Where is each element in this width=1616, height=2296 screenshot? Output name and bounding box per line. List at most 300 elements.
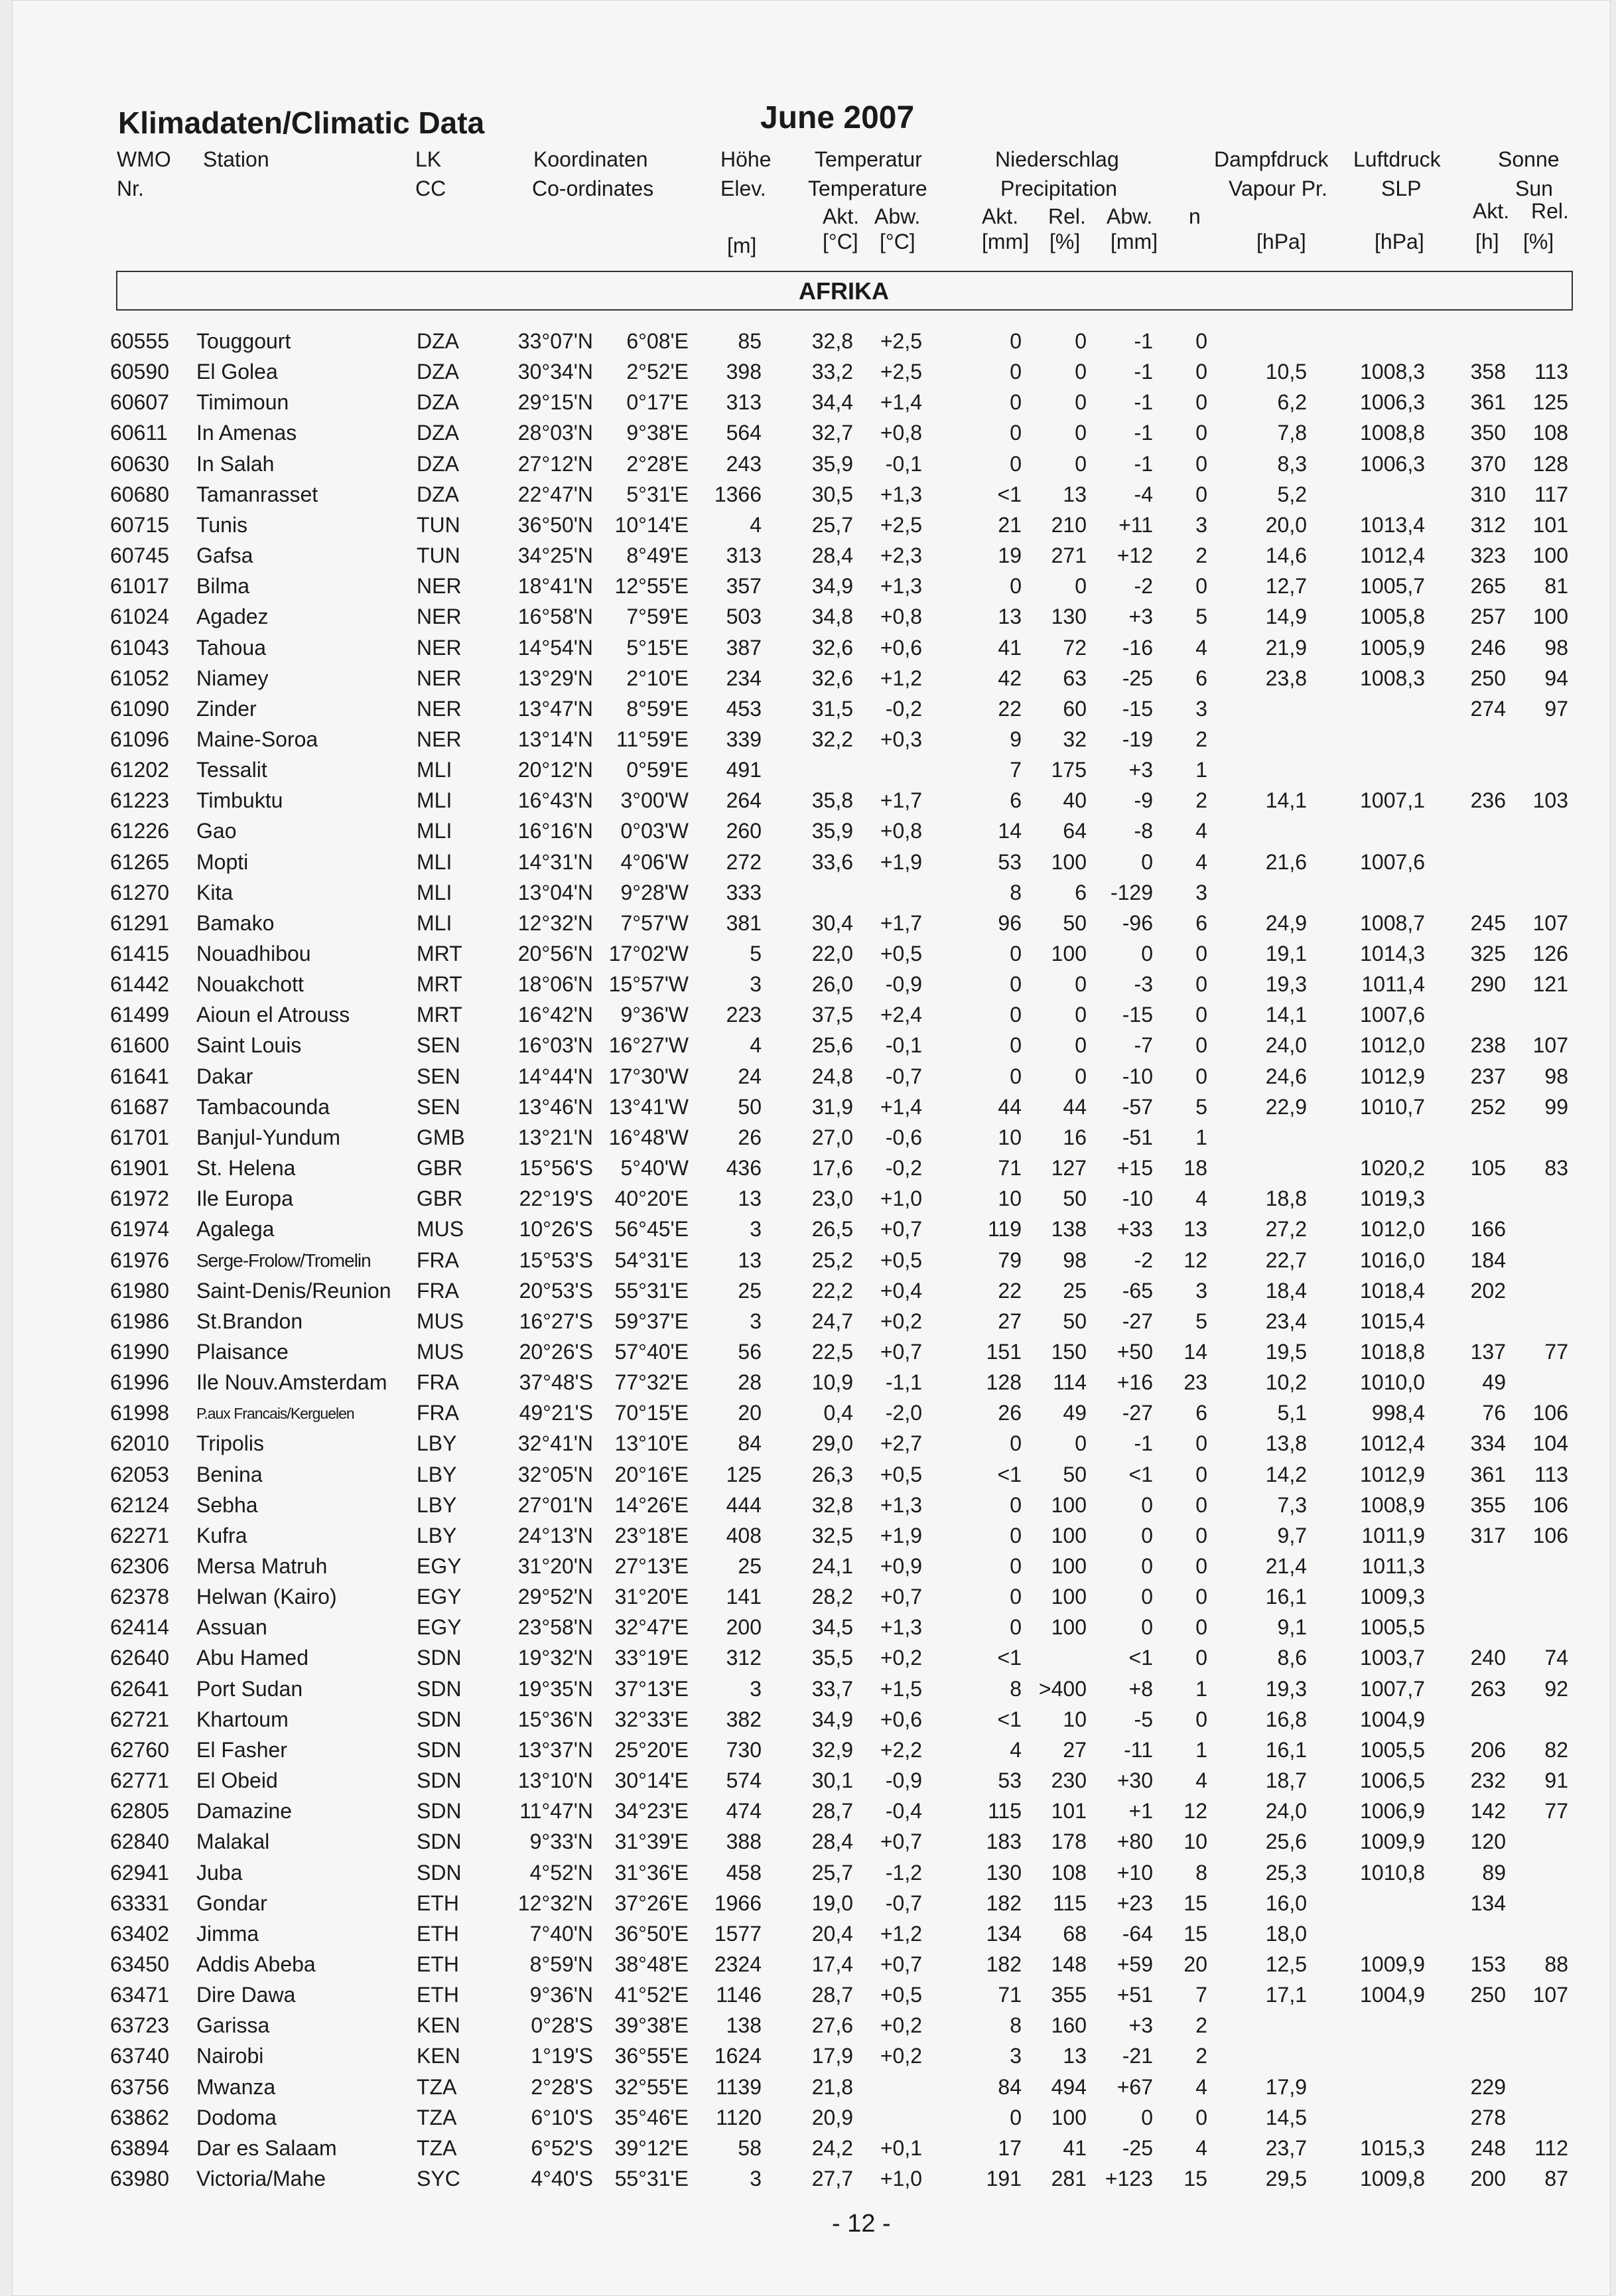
cell-prec-actual: 8: [1010, 2013, 1022, 2038]
cell-prec-actual: 128: [986, 1370, 1022, 1395]
cell-latitude: 27°12'N: [517, 451, 593, 476]
cell-prec-relative: 72: [1063, 635, 1087, 660]
cell-prec-relative: 6: [1075, 880, 1087, 904]
cell-sun-hours: 153: [1470, 1952, 1506, 1976]
cell-prec-deviation: -1: [1134, 421, 1153, 445]
cell-prec-days: 0: [1195, 451, 1207, 476]
cell-country-code: FRA: [417, 1370, 459, 1395]
cell-prec-actual: 0: [1010, 2105, 1022, 2129]
col-sun-rel: Rel.: [1531, 199, 1569, 223]
cell-sea-level-pressure: 1015,3: [1360, 2135, 1425, 2160]
cell-sun-hours: 257: [1470, 605, 1506, 629]
table-row: [12, 1615, 1611, 1646]
cell-elevation: 25: [738, 1554, 762, 1578]
cell-wmo-number: 61415: [110, 942, 169, 966]
cell-prec-actual: 183: [986, 1830, 1022, 1854]
cell-prec-actual: 0: [1010, 574, 1022, 599]
cell-temp-deviation: +1,9: [880, 1523, 922, 1547]
cell-temp-deviation: +0,7: [880, 1585, 922, 1609]
cell-sun-hours: 323: [1470, 543, 1506, 568]
cell-country-code: MUS: [417, 1309, 464, 1333]
cell-latitude: 4°40'S: [531, 2167, 593, 2190]
cell-temp-actual: 35,9: [811, 819, 853, 843]
cell-sun-hours: 358: [1470, 360, 1506, 384]
table-row: [12, 1952, 1611, 1983]
cell-temp-actual: 10,9: [811, 1370, 853, 1395]
cell-longitude: 32°55'E: [614, 2074, 689, 2099]
cell-country-code: MLI: [417, 758, 452, 782]
cell-sea-level-pressure: 1018,4: [1360, 1278, 1425, 1303]
cell-prec-deviation: -21: [1122, 2044, 1153, 2068]
cell-latitude: 12°32'N: [517, 1891, 593, 1915]
cell-longitude: 16°27'W: [608, 1033, 689, 1058]
cell-station-name: Timimoun: [196, 390, 289, 415]
cell-station-name: Agadez: [196, 605, 269, 629]
cell-wmo-number: 62641: [110, 1676, 169, 1701]
cell-elevation: 13: [738, 1186, 762, 1211]
cell-vapour-pressure: 14,1: [1265, 788, 1307, 813]
cell-wmo-number: 60630: [110, 451, 169, 476]
cell-latitude: 16°16'N: [517, 819, 593, 843]
cell-station-name: Touggourt: [196, 329, 291, 353]
cell-wmo-number: 61499: [110, 1003, 169, 1027]
cell-prec-actual: 10: [998, 1125, 1022, 1149]
cell-sea-level-pressure: 1005,5: [1360, 1737, 1425, 1762]
cell-latitude: 13°47'N: [517, 696, 593, 721]
table-row: [12, 758, 1611, 788]
cell-elevation: 312: [726, 1646, 762, 1670]
cell-longitude: 30°14'E: [614, 1768, 689, 1793]
cell-wmo-number: 61641: [110, 1064, 169, 1088]
cell-elevation: 234: [726, 666, 762, 690]
table-row: [12, 543, 1611, 574]
cell-longitude: 0°03'W: [620, 819, 689, 843]
cell-prec-days: 0: [1195, 1523, 1207, 1547]
cell-elevation: 387: [726, 635, 762, 660]
document-title: Klimadaten/Climatic Data: [118, 106, 485, 140]
cell-prec-relative: 100: [1051, 1554, 1087, 1578]
cell-longitude: 57°40'E: [614, 1339, 689, 1364]
cell-country-code: MUS: [417, 1217, 464, 1242]
cell-prec-days: 3: [1195, 696, 1207, 721]
col-prec-de: Niederschlag: [995, 147, 1119, 171]
cell-latitude: 13°04'N: [517, 880, 593, 904]
cell-prec-days: 5: [1195, 1094, 1207, 1119]
cell-station-name: Nouadhibou: [196, 942, 311, 966]
cell-prec-relative: 0: [1075, 1064, 1087, 1088]
cell-country-code: NER: [417, 727, 462, 751]
cell-prec-relative: 115: [1052, 1891, 1087, 1915]
table-row: [12, 2075, 1611, 2106]
cell-latitude: 29°52'N: [517, 1585, 593, 1609]
cell-sun-relative: 87: [1544, 2167, 1568, 2190]
cell-sun-relative: 104: [1532, 1431, 1568, 1456]
cell-elevation: 1966: [714, 1891, 762, 1915]
cell-elevation: 4: [750, 1033, 762, 1058]
cell-prec-deviation: -27: [1122, 1309, 1153, 1333]
cell-wmo-number: 60555: [110, 329, 169, 353]
cell-sun-hours: 263: [1470, 1676, 1506, 1701]
cell-prec-actual: 21: [998, 512, 1022, 537]
cell-temp-actual: 25,7: [811, 512, 853, 537]
cell-longitude: 13°41'W: [608, 1094, 689, 1119]
table-row: [12, 329, 1611, 360]
cell-prec-actual: 0: [1010, 1033, 1022, 1058]
cell-temp-deviation: +0,6: [880, 1707, 922, 1731]
cell-country-code: MLI: [417, 788, 452, 813]
cell-sun-relative: 107: [1532, 1033, 1568, 1058]
cell-prec-relative: 100: [1051, 1523, 1087, 1547]
table-row: [12, 1983, 1611, 2013]
cell-station-name: Saint-Denis/Reunion: [196, 1278, 391, 1303]
cell-prec-days: 1: [1195, 1125, 1207, 1149]
cell-temp-deviation: +0,7: [880, 1339, 922, 1364]
cell-prec-deviation: -2: [1134, 574, 1153, 599]
cell-sun-hours: 265: [1470, 574, 1506, 599]
page-number: - 12 -: [832, 2210, 891, 2238]
cell-sea-level-pressure: 1015,4: [1360, 1309, 1425, 1333]
cell-temp-actual: 27,0: [811, 1125, 853, 1149]
cell-vapour-pressure: 10,5: [1265, 360, 1307, 384]
table-row: [12, 1891, 1611, 1922]
cell-temp-actual: 32,5: [811, 1523, 853, 1547]
cell-longitude: 23°18'E: [614, 1523, 689, 1547]
col-sun-unit-rel: [%]: [1523, 230, 1554, 253]
cell-country-code: DZA: [417, 360, 459, 384]
cell-country-code: MRT: [417, 1003, 462, 1027]
cell-country-code: EGY: [417, 1615, 462, 1640]
cell-station-name: Gondar: [196, 1891, 267, 1915]
cell-prec-actual: 0: [1010, 942, 1022, 966]
cell-prec-relative: 50: [1063, 1309, 1087, 1333]
cell-latitude: 37°48'S: [519, 1370, 593, 1395]
cell-temp-actual: 32,8: [811, 329, 853, 353]
cell-temp-deviation: +1,3: [880, 1492, 922, 1517]
cell-temp-deviation: -0,2: [885, 696, 922, 721]
cell-vapour-pressure: 27,2: [1265, 1217, 1307, 1242]
cell-sun-hours: 252: [1470, 1094, 1506, 1119]
cell-prec-deviation: +3: [1128, 605, 1153, 629]
cell-prec-days: 0: [1195, 1646, 1207, 1670]
cell-longitude: 32°33'E: [614, 1707, 689, 1731]
cell-wmo-number: 61980: [110, 1278, 169, 1303]
cell-longitude: 17°30'W: [608, 1064, 689, 1088]
cell-prec-actual: 42: [998, 666, 1022, 690]
cell-prec-relative: 114: [1052, 1370, 1087, 1395]
cell-temp-deviation: +1,3: [880, 482, 922, 506]
cell-prec-actual: 191: [986, 2167, 1022, 2190]
cell-prec-relative: 108: [1051, 1860, 1087, 1885]
cell-longitude: 70°15'E: [614, 1401, 689, 1425]
cell-wmo-number: 63740: [110, 2044, 169, 2068]
cell-prec-relative: 100: [1051, 1585, 1087, 1609]
cell-latitude: 6°10'S: [531, 2105, 593, 2129]
cell-temp-deviation: +2,5: [880, 360, 922, 384]
table-row: [12, 850, 1611, 881]
cell-prec-days: 15: [1183, 1891, 1207, 1915]
cell-latitude: 18°41'N: [517, 574, 593, 599]
cell-sea-level-pressure: 1007,7: [1360, 1676, 1425, 1701]
table-row: [12, 1707, 1611, 1738]
table-row: [12, 2013, 1611, 2044]
cell-station-name: Bilma: [196, 574, 250, 599]
cell-country-code: MRT: [417, 942, 462, 966]
cell-prec-deviation: -1: [1134, 360, 1153, 384]
cell-temp-actual: 34,9: [811, 574, 853, 599]
cell-country-code: MLI: [417, 849, 452, 874]
cell-temp-deviation: +0,3: [880, 727, 922, 751]
cell-sun-hours: 137: [1470, 1339, 1506, 1364]
cell-prec-actual: 0: [1010, 1615, 1022, 1640]
cell-longitude: 25°20'E: [614, 1737, 689, 1762]
cell-temp-actual: 30,5: [811, 482, 853, 506]
cell-latitude: 6°52'S: [531, 2135, 593, 2160]
cell-temp-actual: 20,4: [811, 1921, 853, 1946]
cell-sea-level-pressure: 1007,6: [1360, 1003, 1425, 1027]
col-sun-de: Sonne: [1498, 147, 1560, 171]
cell-prec-deviation: 0: [1141, 1492, 1153, 1517]
table-row: [12, 360, 1611, 390]
cell-longitude: 2°28'E: [626, 451, 689, 476]
cell-prec-actual: 4: [1010, 1737, 1022, 1762]
cell-temp-actual: 32,7: [811, 421, 853, 445]
cell-sea-level-pressure: 1011,4: [1361, 972, 1425, 997]
cell-vapour-pressure: 25,3: [1265, 1860, 1307, 1885]
cell-country-code: SDN: [417, 1676, 462, 1701]
cell-prec-actual: 0: [1010, 1554, 1022, 1578]
cell-vapour-pressure: 16,1: [1265, 1737, 1307, 1762]
cell-station-name: Mwanza: [196, 2074, 276, 2099]
cell-temp-deviation: -0,7: [885, 1064, 922, 1088]
cell-elevation: 4: [750, 512, 762, 537]
cell-station-name: Ile Europa: [196, 1186, 293, 1211]
cell-sun-relative: 112: [1534, 2135, 1568, 2160]
cell-sun-relative: 94: [1544, 666, 1568, 690]
table-row: [12, 1279, 1611, 1309]
cell-country-code: ETH: [417, 1921, 459, 1946]
cell-temp-actual: 30,4: [811, 910, 853, 935]
cell-sun-relative: 101: [1532, 512, 1568, 537]
cell-prec-deviation: +80: [1116, 1830, 1153, 1854]
cell-sea-level-pressure: 1012,4: [1360, 1431, 1425, 1456]
cell-station-name: Khartoum: [196, 1707, 289, 1731]
cell-vapour-pressure: 23,8: [1265, 666, 1307, 690]
cell-vapour-pressure: 16,8: [1265, 1707, 1307, 1731]
cell-sun-relative: 125: [1532, 390, 1568, 415]
cell-prec-actual: 27: [998, 1309, 1022, 1333]
cell-prec-deviation: +51: [1116, 1983, 1153, 2007]
cell-temp-actual: 27,6: [811, 2013, 853, 2038]
cell-prec-relative: 0: [1075, 1033, 1087, 1058]
cell-sea-level-pressure: 1006,3: [1360, 390, 1425, 415]
cell-temp-deviation: +1,0: [880, 1186, 922, 1211]
cell-wmo-number: 62271: [110, 1523, 169, 1547]
cell-station-name: Banjul-Yundum: [196, 1125, 341, 1149]
cell-prec-relative: 100: [1051, 2105, 1087, 2129]
table-row: [12, 1340, 1611, 1370]
table-row: [12, 421, 1611, 451]
cell-prec-relative: 44: [1063, 1094, 1087, 1119]
cell-latitude: 13°14'N: [517, 727, 593, 751]
cell-prec-relative: 0: [1075, 329, 1087, 353]
cell-station-name: Tunis: [196, 512, 248, 537]
cell-longitude: 38°48'E: [614, 1952, 689, 1976]
cell-elevation: 491: [726, 758, 762, 782]
cell-temp-actual: 28,4: [811, 543, 853, 568]
cell-latitude: 22°19'S: [519, 1186, 593, 1211]
cell-elevation: 458: [726, 1860, 762, 1885]
cell-vapour-pressure: 14,9: [1265, 605, 1307, 629]
cell-sun-hours: 200: [1470, 2167, 1506, 2190]
cell-country-code: GBR: [417, 1186, 463, 1211]
cell-prec-actual: 19: [998, 543, 1022, 568]
cell-station-name: Dakar: [196, 1064, 253, 1088]
cell-elevation: 260: [726, 819, 762, 843]
cell-prec-actual: 0: [1010, 972, 1022, 997]
col-sun-akt: Akt.: [1473, 199, 1510, 223]
col-elev-en: Elev.: [720, 177, 766, 200]
cell-prec-days: 0: [1195, 360, 1207, 384]
col-prec-abw: Abw.: [1107, 204, 1153, 228]
cell-elevation: 313: [726, 390, 762, 415]
cell-sun-hours: 246: [1470, 635, 1506, 660]
cell-sea-level-pressure: 1004,9: [1360, 1707, 1425, 1731]
cell-prec-days: 6: [1195, 666, 1207, 690]
cell-prec-days: 0: [1195, 1585, 1207, 1609]
cell-station-name: Garissa: [196, 2013, 270, 2038]
col-temp-de: Temperatur: [815, 147, 922, 171]
cell-country-code: DZA: [417, 421, 459, 445]
cell-sea-level-pressure: 1007,1: [1360, 788, 1425, 813]
cell-temp-deviation: +2,2: [880, 1737, 922, 1762]
cell-vapour-pressure: 21,4: [1265, 1554, 1307, 1578]
cell-sea-level-pressure: 1009,9: [1360, 1952, 1425, 1976]
cell-station-name: Plaisance: [196, 1339, 289, 1364]
cell-temp-actual: 32,9: [811, 1737, 853, 1762]
cell-elevation: 3: [750, 1676, 762, 1701]
cell-country-code: SYC: [417, 2167, 460, 2190]
cell-elevation: 1146: [716, 1983, 762, 2007]
cell-prec-days: 0: [1195, 1033, 1207, 1058]
cell-wmo-number: 63471: [110, 1983, 169, 2007]
cell-longitude: 37°26'E: [614, 1891, 689, 1915]
cell-prec-days: 7: [1195, 1983, 1207, 2007]
cell-longitude: 7°57'W: [620, 910, 689, 935]
col-slp-unit: [hPa]: [1375, 230, 1424, 253]
cell-prec-deviation: 0: [1141, 2105, 1153, 2129]
cell-elevation: 223: [726, 1003, 762, 1027]
cell-prec-actual: 8: [1010, 880, 1022, 904]
cell-longitude: 54°31'E: [614, 1248, 689, 1272]
table-row: [12, 2136, 1611, 2167]
col-prec-unit-akt: [mm]: [982, 230, 1030, 253]
cell-prec-actual: 13: [998, 605, 1022, 629]
cell-latitude: 4°52'N: [529, 1860, 593, 1885]
cell-vapour-pressure: 14,6: [1265, 543, 1307, 568]
cell-sun-hours: 236: [1470, 788, 1506, 813]
cell-prec-days: 5: [1195, 605, 1207, 629]
cell-wmo-number: 62941: [110, 1860, 169, 1885]
cell-prec-deviation: +12: [1116, 543, 1153, 568]
cell-prec-days: 0: [1195, 1064, 1207, 1088]
cell-sun-relative: 83: [1544, 1156, 1568, 1181]
cell-latitude: 22°47'N: [517, 482, 593, 506]
cell-elevation: 25: [738, 1278, 762, 1303]
cell-sea-level-pressure: 1006,5: [1360, 1768, 1425, 1793]
cell-prec-actual: 96: [998, 910, 1022, 935]
cell-elevation: 574: [726, 1768, 762, 1793]
cell-longitude: 0°59'E: [626, 758, 689, 782]
cell-prec-relative: 148: [1051, 1952, 1087, 1976]
col-temp-akt: Akt.: [823, 204, 860, 228]
cell-longitude: 31°20'E: [614, 1585, 689, 1609]
cell-sea-level-pressure: 1010,8: [1360, 1860, 1425, 1885]
cell-temp-deviation: +0,7: [880, 1217, 922, 1242]
cell-station-name: Nairobi: [196, 2044, 264, 2068]
cell-temp-deviation: +1,2: [880, 666, 922, 690]
cell-prec-days: 4: [1195, 1186, 1207, 1211]
cell-latitude: 32°05'N: [517, 1462, 593, 1486]
cell-temp-deviation: +0,4: [880, 1278, 922, 1303]
cell-latitude: 20°26'S: [519, 1339, 593, 1364]
cell-prec-relative: 0: [1075, 421, 1087, 445]
cell-sun-hours: 238: [1470, 1033, 1506, 1058]
cell-station-name: Gao: [196, 819, 237, 843]
cell-prec-days: 1: [1195, 1676, 1207, 1701]
cell-elevation: 5: [750, 942, 762, 966]
cell-longitude: 7°59'E: [626, 605, 689, 629]
cell-country-code: EGY: [417, 1585, 462, 1609]
cell-sea-level-pressure: 1009,8: [1360, 2167, 1425, 2190]
cell-vapour-pressure: 24,0: [1265, 1033, 1307, 1058]
cell-elevation: 1624: [714, 2044, 762, 2068]
cell-prec-deviation: +3: [1128, 758, 1153, 782]
cell-prec-relative: 0: [1075, 574, 1087, 599]
cell-prec-relative: 16: [1063, 1125, 1087, 1149]
cell-station-name: Kufra: [196, 1523, 247, 1547]
cell-prec-deviation: -15: [1122, 1003, 1153, 1027]
cell-prec-actual: 130: [986, 1860, 1022, 1885]
cell-temp-deviation: +0,5: [880, 1248, 922, 1272]
cell-elevation: 1577: [714, 1921, 762, 1946]
table-row: [12, 1033, 1611, 1064]
cell-prec-days: 0: [1195, 390, 1207, 415]
cell-wmo-number: 61270: [110, 880, 169, 904]
cell-prec-actual: 0: [1010, 1003, 1022, 1027]
cell-wmo-number: 61600: [110, 1033, 169, 1058]
cell-temp-actual: 25,7: [811, 1860, 853, 1885]
cell-wmo-number: 61017: [110, 574, 169, 599]
cell-prec-actual: <1: [997, 1707, 1022, 1731]
table-row: [12, 2106, 1611, 2136]
cell-sea-level-pressure: 1005,8: [1360, 605, 1425, 629]
cell-latitude: 12°32'N: [517, 910, 593, 935]
cell-station-name: Bamako: [196, 910, 275, 935]
cell-elevation: 3: [750, 972, 762, 997]
cell-temp-actual: 33,7: [811, 1676, 853, 1701]
cell-prec-actual: 71: [998, 1983, 1022, 2007]
cell-sun-hours: 278: [1470, 2105, 1506, 2129]
cell-prec-deviation: -15: [1122, 696, 1153, 721]
cell-sun-hours: 202: [1470, 1278, 1506, 1303]
cell-prec-relative: >400: [1038, 1676, 1087, 1701]
cell-temp-deviation: +1,5: [880, 1676, 922, 1701]
table-row: [12, 697, 1611, 727]
table-row: [12, 2167, 1611, 2197]
cell-country-code: NER: [417, 635, 462, 660]
cell-temp-deviation: +0,2: [880, 1309, 922, 1333]
cell-sun-hours: 350: [1470, 421, 1506, 445]
